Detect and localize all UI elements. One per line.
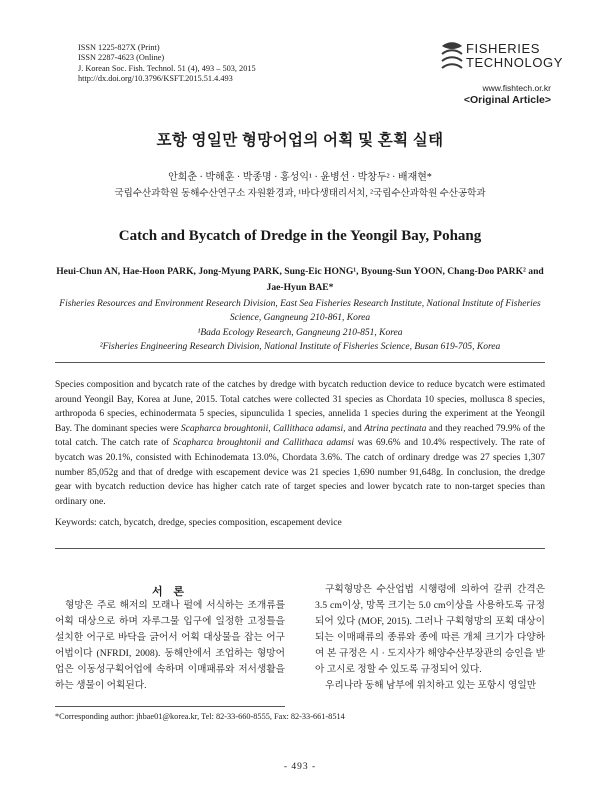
journal-metadata xyxy=(78,43,256,85)
page-number: - 493 - xyxy=(283,762,317,772)
body-column-left xyxy=(55,598,285,694)
logo-line-1: FISHERIES xyxy=(466,41,541,56)
journal-logo xyxy=(440,40,564,80)
issn-online: ISSN 2287-4623 (Online) xyxy=(78,53,165,63)
affiliation-3: ²Fisheries Engineering Research Division, National Institute of Fisheries Science, Busan 619-705, Korea xyxy=(99,341,501,352)
issn-print: ISSN 1225-827X (Print) xyxy=(78,43,160,52)
intro-paragraph-2: 구획형망은 수산업법 시행령에 의하여 갈퀴 간격은 3.5 cm이상, 망목 크기는 5.0 cm이상을 사용하도록 규정되어 있다 (MOF, 2015). 그러나 구획형망의 포획 대상이 되는 이매패류의 종류와 종에 따른 개체 크기가 다양하여 본 규정은 시 · 도지사가 해양수산부장관의 승인을 받아 고시로 정할 수 있도록 규정되어 있다. xyxy=(315,584,545,675)
body-column-right xyxy=(315,582,545,694)
title-korean: 포항 영일만 형망어업의 어획 및 혼획 실태 xyxy=(156,132,444,149)
title-english: Catch and Bycatch of Dredge in the Yeongil Bay, Pohang xyxy=(118,228,482,244)
abstract-text-2: and xyxy=(345,423,365,434)
keywords: Keywords: catch, bycatch, dredge, species composition, escapement device xyxy=(55,518,342,528)
authors-korean: 안희춘 · 박해훈 · 박종명 · 홍성익¹ · 윤병선 · 박창두² · 배재현* xyxy=(168,172,432,183)
affiliation-korean: 국립수산과학원 동해수산연구소 자원환경과, ¹바다생태리서치, ²국립수산과학원 수산공학과 xyxy=(114,189,486,199)
section-title-introduction: 서 론 xyxy=(151,586,188,598)
abstract-text-3: and they reached 79.9% of the total catch. The catch rate of xyxy=(55,423,546,449)
footnote-rule xyxy=(55,706,285,707)
authors-english: Heui-Chun AN, Hae-Hoon PARK, Jong-Myung PARK, Sung-Eic HONG¹, Byoung-Sun YOON, Chang-Doo PARK² and Jae-Hyun BAE* xyxy=(56,266,544,293)
journal-website[interactable]: www.fishtech.or.kr xyxy=(482,83,551,93)
fish-wave-icon xyxy=(440,40,464,70)
logo-line-2: TECHNOLOGY xyxy=(466,55,564,70)
abstract-bottom-rule xyxy=(55,548,545,549)
intro-paragraph-1: 형망은 주로 해저의 모래나 펄에 서식하는 조개류를 어획 대상으로 하며 자루그물 입구에 일정한 고정틀을 설치한 어구로 바닥을 긁어서 어획 대상물을 잡는 어구어법이다 (NFRDI, 2008). 동해안에서 조업하는 형망어업은 이동성구획어업에 속하며 이매패류와 저서생활을 하는 생물이 어획된다. xyxy=(55,600,285,691)
affiliation-2: ¹Bada Ecology Research, Gangneung 210-851, Korea xyxy=(197,327,403,338)
abstract-text-4: was 69.6% and 10.4% respectively. The rate of bycatch was 20.1%, consisted with Echinodemata 13.0%, Chordata 3.6%. The catch of ordinary dredge was 27 species 1,307 number 85,052g and that of dredge with escapement device was 21 species 1,690 number 91,648g. In conclusion, the dredge gear with bycatch reduction device has higher catch rate of target species and lower bycatch rate to non-target species than ordinary one. xyxy=(55,438,546,507)
abstract-text-1: Species composition and bycatch rate of the catches by dredge with bycatch reduction device to reduce bycatch were estimated around Yeongil Bay, Korea at June, 2015. Total catches were collected 31 species as Chordata 10 species, mollusca 8 species, arthropoda 6 species, echinodermata 5 species, sipunculida 1 species, annelida 1 species during the experiment at the Yeongil Bay. The dominant species were xyxy=(55,380,545,434)
abstract xyxy=(55,378,545,509)
species-name-2: Atrina pectinata xyxy=(364,423,427,434)
article-type: <Original Article> xyxy=(463,94,551,106)
affiliations-english xyxy=(55,297,545,354)
species-names-1: Scapharca broughtonii, Callithaca adamsi, xyxy=(180,423,346,434)
journal-citation: J. Korean Soc. Fish. Technol. 51 (4), 493 – 503, 2015 xyxy=(78,63,256,73)
affiliation-1: Fisheries Resources and Environment Research Division, East Sea Fisheries Research Institute, National Institute of Fisheries Science, Gangneung 210-861, Korea xyxy=(59,299,541,324)
corresponding-author-footnote: *Corresponding author: jhbae01@korea.kr, Tel: 82-33-660-8555, Fax: 82-33-661-8514 xyxy=(55,712,345,721)
intro-paragraph-3: 우리나라 동해 남부에 위치하고 있는 포항시 영일만 xyxy=(325,680,537,691)
abstract-top-rule xyxy=(55,362,545,363)
species-names-3: Scapharca broughtonii and Callithaca adamsi xyxy=(172,438,354,449)
doi-link[interactable]: http://dx.doi.org/10.3796/KSFT.2015.51.4.493 xyxy=(78,74,233,84)
